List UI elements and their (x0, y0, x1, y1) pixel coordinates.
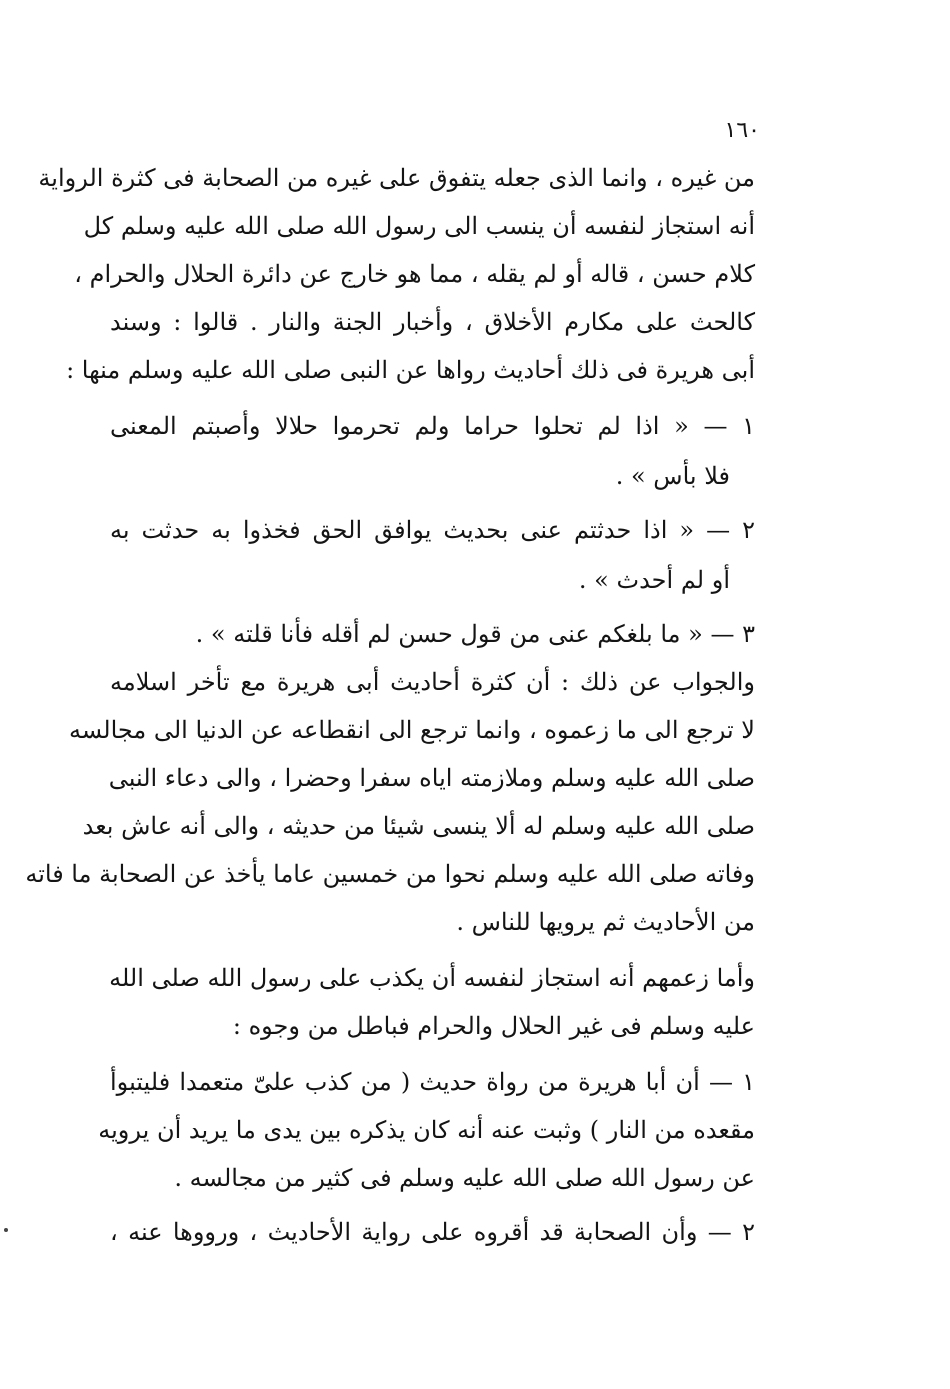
text-line: صلى الله عليه وسلم له ألا ينسى شيئا من حديثه ، والى أنه عاش بعد (82, 812, 755, 840)
page-number: ١٦٠ (724, 118, 760, 143)
text-line: عن رسول الله صلى الله عليه وسلم فى كثير من مجالسه . (174, 1164, 755, 1192)
text-line: والجواب عن ذلك : أن كثرة أحاديث أبى هريرة مع تأخر اسلامه (110, 668, 755, 696)
text-line: مقعده من النار ) وثبت عنه أنه كان يذكره بين يدى ما يريد أن يرويه (98, 1116, 755, 1144)
text-line: فلا بأس » . (615, 462, 730, 490)
text-line: ١ — أن أبا هريرة من رواة حديث ( من كذب علىّ متعمدا فليتبوأ (110, 1068, 755, 1096)
text-line: لا ترجع الى ما زعموه ، وانما ترجع الى انقطاعه عن الدنيا الى مجالسه (68, 716, 755, 744)
text-line: أنه استجاز لنفسه أن ينسب الى رسول الله صلى الله عليه وسلم كل (83, 212, 755, 240)
scan-speck (4, 1228, 8, 1232)
text-line: ٢ — وأن الصحابة قد أقروه على رواية الأحاديث ، ورووها عنه ، (110, 1218, 755, 1246)
text-line: ٣ — « ما بلغكم عنى من قول حسن لم أقله فأنا قلته » . (195, 620, 755, 648)
text-line: من غيره ، وانما الذى جعله يتفوق على غيره من الصحابة فى كثرة الرواية (38, 164, 755, 192)
text-line: أو لم أحدث » . (578, 566, 730, 594)
text-line: كالحث على مكارم الأخلاق ، وأخبار الجنة والنار . قالوا : وسند (110, 308, 755, 336)
text-line: صلى الله عليه وسلم وملازمته اياه سفرا وحضرا ، والى دعاء النبى (108, 764, 755, 792)
text-line: كلام حسن ، قاله أو لم يقله ، مما هو خارج عن دائرة الحلال والحرام ، (74, 260, 755, 288)
text-line: عليه وسلم فى غير الحلال والحرام فباطل من وجوه : (232, 1012, 755, 1040)
text-line: ١ — « اذا لم تحلوا حراما ولم تحرموا حلالا وأصبتم المعنى (110, 412, 755, 440)
text-line: وفاته صلى الله عليه وسلم نحوا من خمسين عاما يأخذ عن الصحابة ما فاته (25, 860, 755, 888)
text-line: أبى هريرة فى ذلك أحاديث رواها عن النبى صلى الله عليه وسلم منها : (66, 356, 755, 384)
text-line: من الأحاديث ثم يرويها للناس . (456, 908, 755, 936)
text-line: ٢ — « اذا حدثتم عنى بحديث يوافق الحق فخذوا به حدثت به (110, 516, 755, 544)
text-line: وأما زعمهم أنه استجاز لنفسه أن يكذب على رسول الله صلى الله (109, 964, 755, 992)
